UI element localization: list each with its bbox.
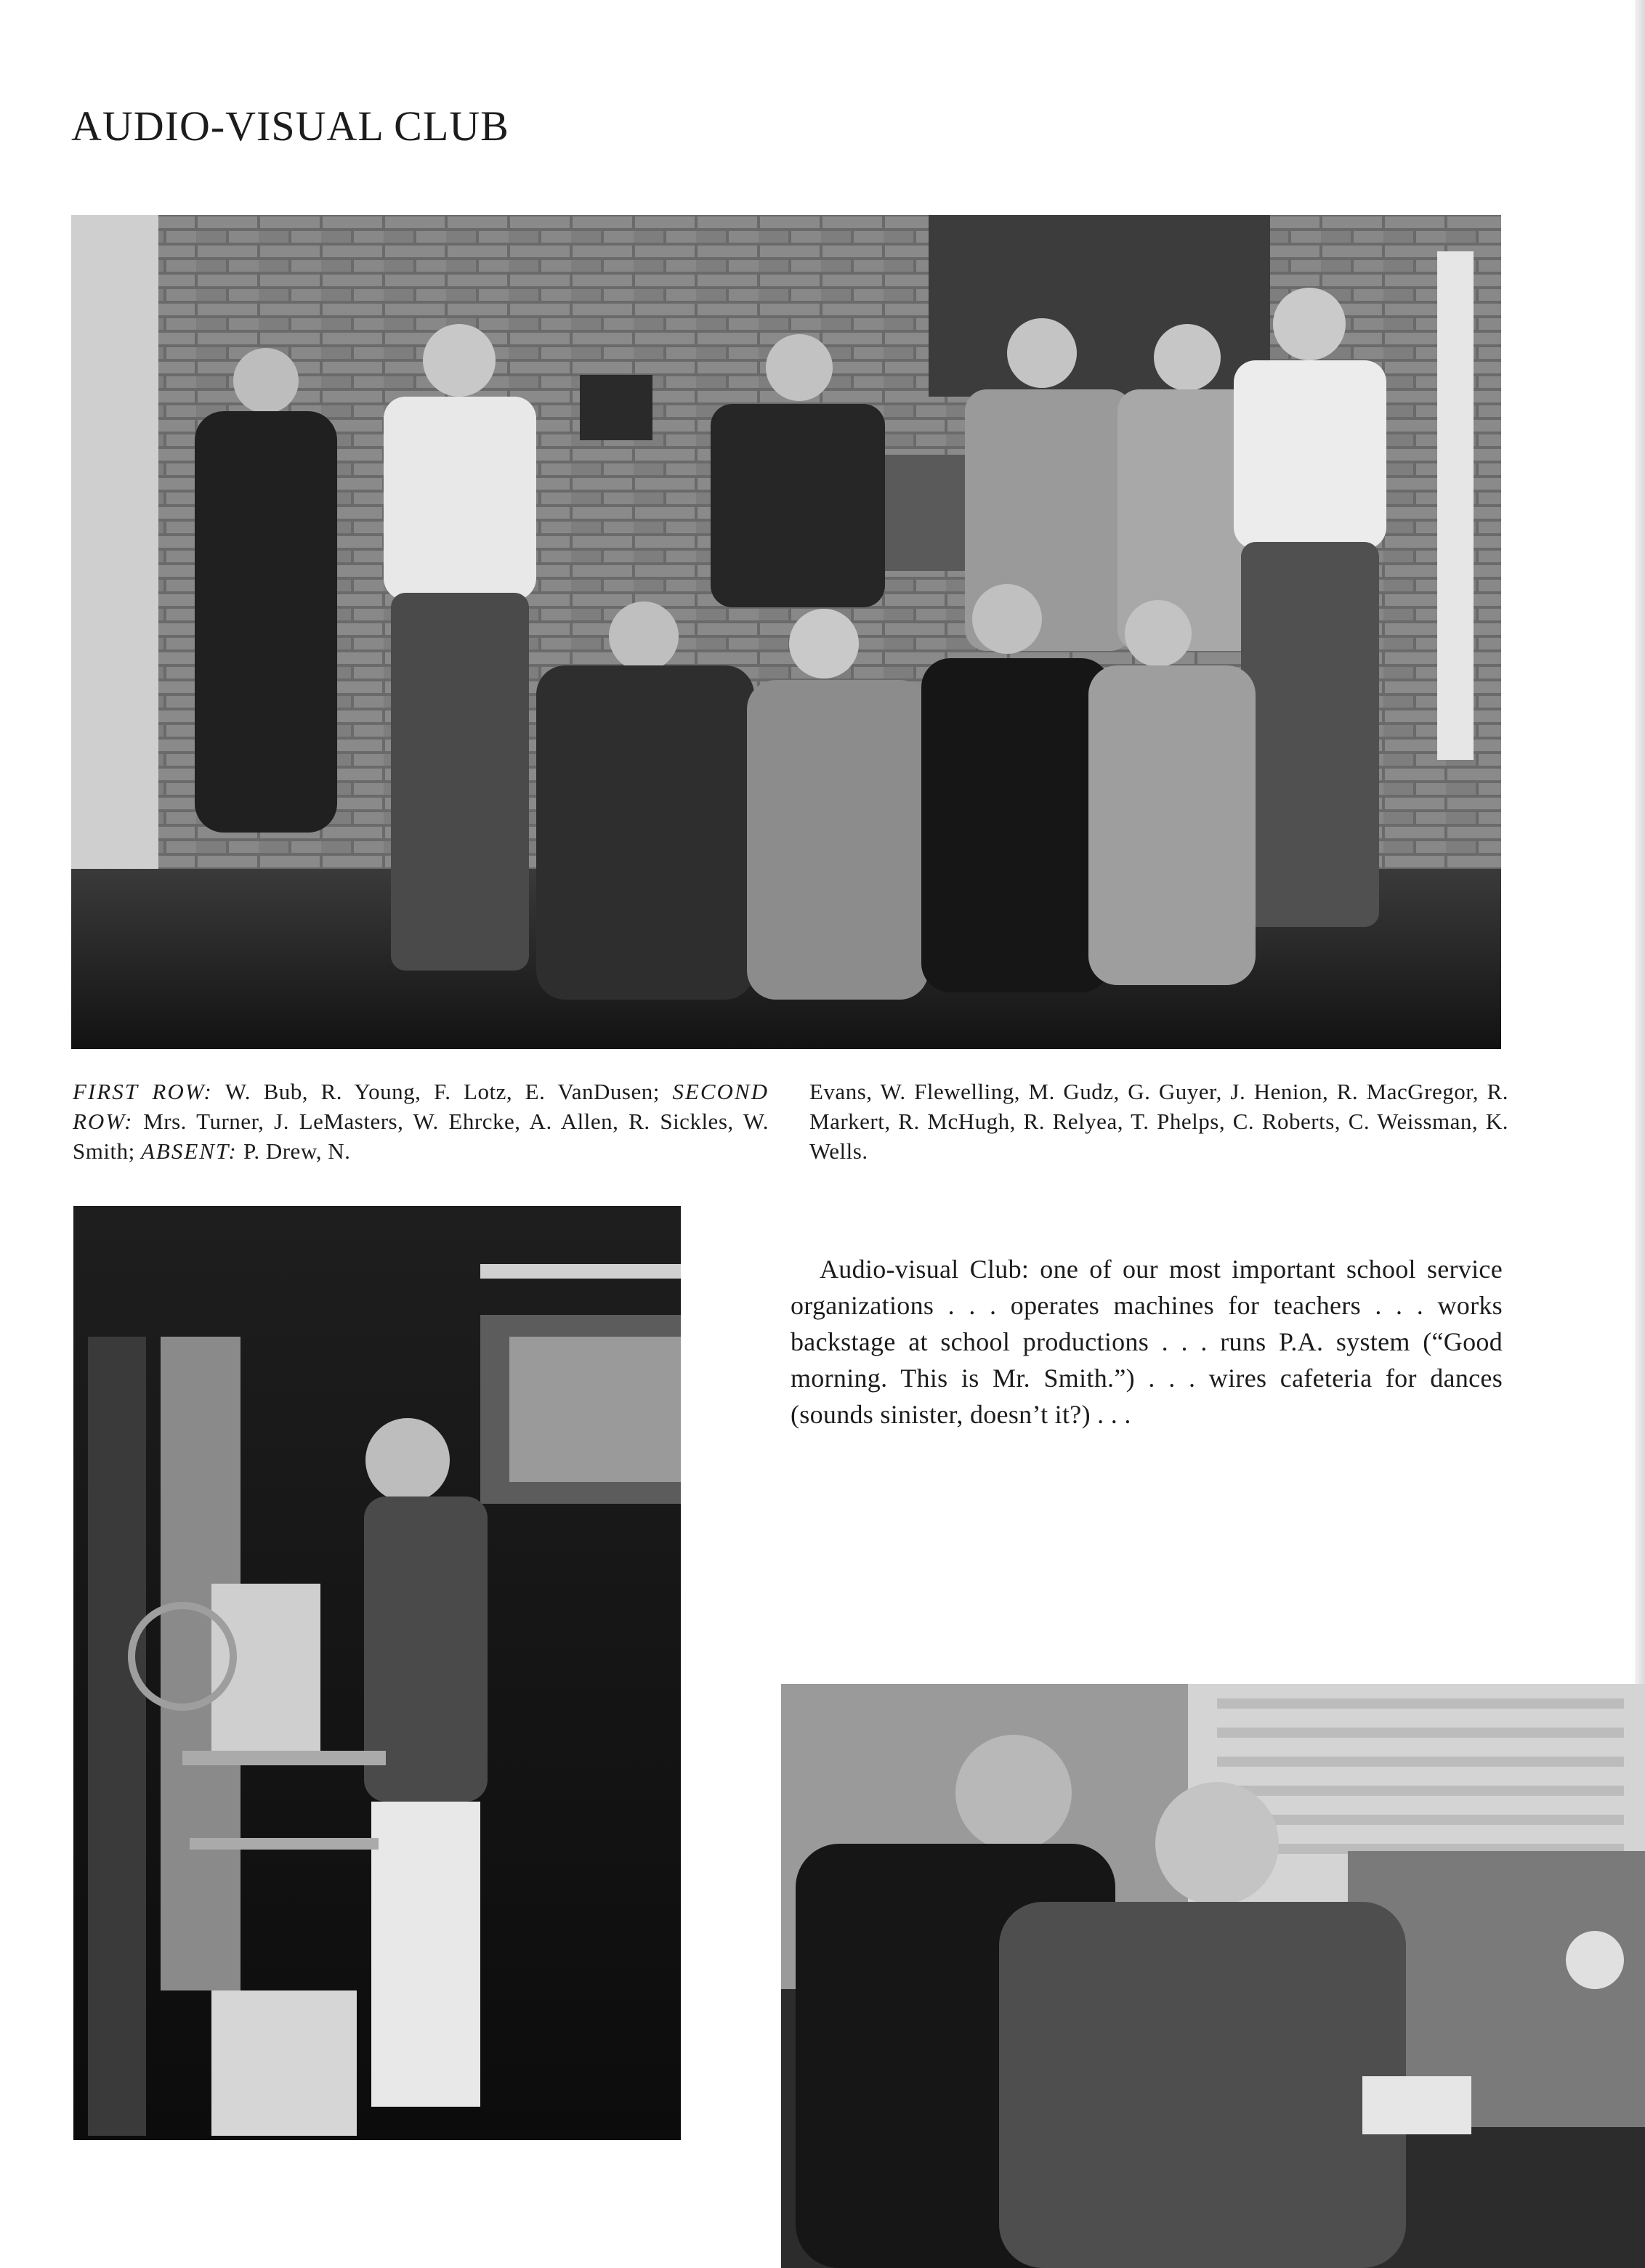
projector-photo-image bbox=[73, 1206, 681, 2140]
page-title: AUDIO-VISUAL CLUB bbox=[71, 102, 509, 150]
group-photo bbox=[71, 215, 1501, 1049]
group-caption-right bbox=[809, 1077, 1508, 1166]
group-photo-image bbox=[71, 215, 1501, 1049]
pa-system-photo-image bbox=[781, 1684, 1645, 2268]
absent-names-continued: Evans, W. Flewelling, M. Gudz, G. Guyer, J. Henion, R. MacGregor, R. Markert, R. McHugh, R. Relyea, T. Phelps, C. Roberts, C. Weissman, K. Wells. bbox=[809, 1079, 1508, 1164]
second-row-names: Mrs. Turner, J. LeMasters, W. Ehrcke, A. Allen, R. Sickles, W. Smith; bbox=[73, 1109, 769, 1164]
absent-label: ABSENT: bbox=[140, 1138, 238, 1164]
first-row-names: W. Bub, R. Young, F. Lotz, E. VanDusen; bbox=[225, 1079, 660, 1104]
club-description: Audio-visual Club: one of our most important school service organizations . . . operates machines for teachers . . . works backstage at school productions . . . runs P.A. system (“Good morning. This is Mr. Smith.”) . . . wires cafeteria for dances (sounds sinister, doesn’t it?) . . . bbox=[791, 1255, 1503, 1429]
second-row-label: SECOND ROW: bbox=[73, 1079, 769, 1134]
absent-names-start: P. Drew, N. bbox=[243, 1138, 351, 1164]
group-caption-left bbox=[73, 1077, 769, 1166]
first-row-label: FIRST ROW: bbox=[73, 1079, 213, 1104]
pa-system-photo bbox=[781, 1684, 1645, 2268]
projector-photo bbox=[73, 1206, 681, 2140]
